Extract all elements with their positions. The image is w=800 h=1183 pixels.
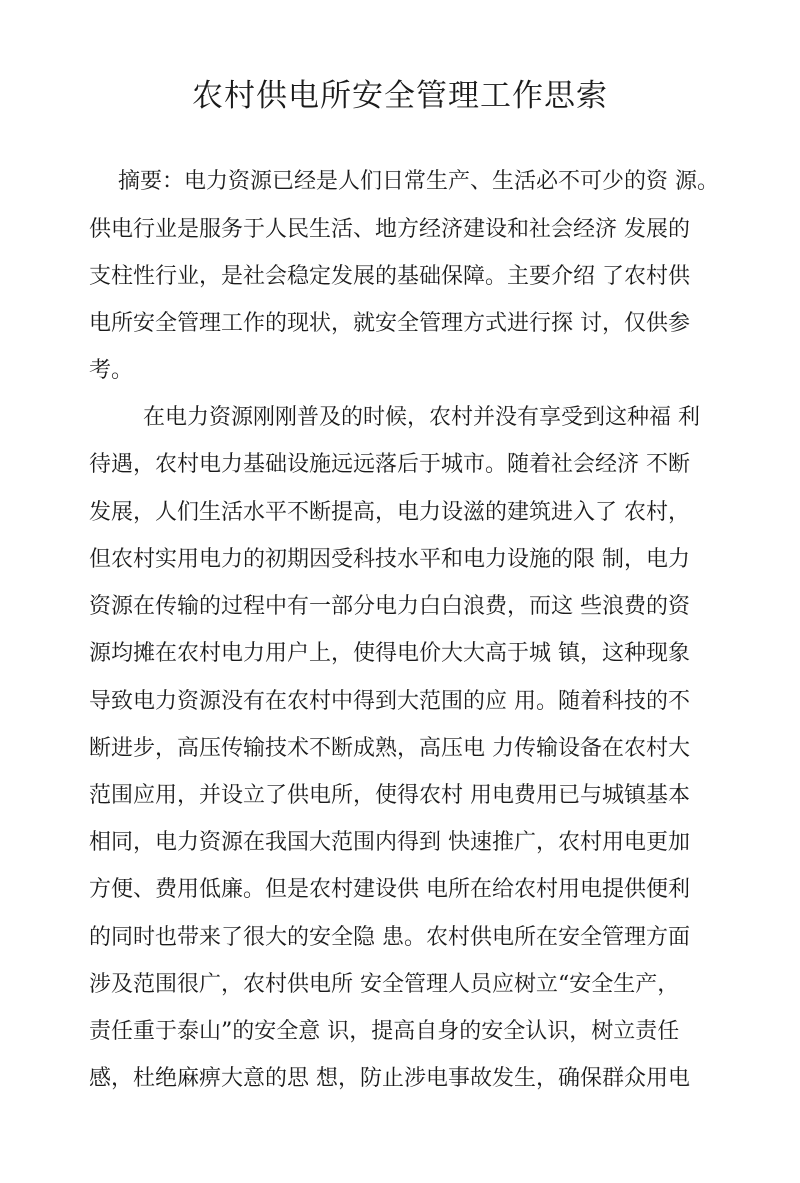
body-line-text: 源均摊在农村电力用户上，使得电价大大高于城 镇，这种现象 xyxy=(89,641,690,666)
body-line xyxy=(0,729,800,769)
body-line-text: 的同时也带来了很大的安全隐 患。农村供电所在安全管理方面 xyxy=(89,925,690,950)
document-title: 农村供电所安全管理工作思索 xyxy=(192,78,608,114)
body-line-text: 感，杜绝麻痹大意的思 想，防止涉电事故发生，确保群众用电 xyxy=(89,1066,690,1091)
body-line xyxy=(0,776,800,816)
abstract-line xyxy=(0,210,800,250)
body-line xyxy=(0,445,800,485)
body-line xyxy=(0,870,800,910)
body-line xyxy=(0,823,800,863)
body-line xyxy=(0,1012,800,1052)
abstract-line xyxy=(0,162,800,202)
abstract-line-text: 电所安全管理工作的现状，就安全管理方式进行探 讨，仅供参 xyxy=(89,311,690,336)
abstract-line xyxy=(0,257,800,297)
body-line-text: 在电力资源刚刚普及的时候，农村并没有享受到这种福 利 xyxy=(143,405,700,430)
body-line-text: 待遇，农村电力基础设施远远落后于城市。随着社会经济 不断 xyxy=(89,452,690,477)
body-line xyxy=(0,682,800,722)
body-line xyxy=(0,965,800,1005)
abstract-line-text: 考。 xyxy=(89,358,134,383)
body-line xyxy=(0,587,800,627)
body-line-text: 资源在传输的过程中有一部分电力白白浪费，而这 些浪费的资 xyxy=(89,594,690,619)
body-line-text: 断进步，高压传输技术不断成熟，高压电 力传输设备在农村大 xyxy=(89,736,690,761)
abstract-line-text: 供电行业是服务于人民生活、地方经济建设和社会经济 发展的 xyxy=(89,217,690,242)
body-line-text: 涉及范围很广，农村供电所 安全管理人员应树立“安全生产， xyxy=(89,972,680,997)
body-line xyxy=(0,634,800,674)
body-line-text: 导致电力资源没有在农村中得到大范围的应 用。随着科技的不 xyxy=(89,689,690,714)
body-line xyxy=(0,540,800,580)
body-line-text: 发展，人们生活水平不断提高，电力设滋的建筑进入了 农村， xyxy=(89,500,690,525)
body-line-text: 范围应用，并设立了供电所，使得农村 用电费用已与城镇基本 xyxy=(89,783,690,808)
abstract-line xyxy=(0,304,800,344)
body-line-text: 方便、费用低廉。但是农村建设供 电所在给农村用电提供便利 xyxy=(89,877,690,902)
body-line-text: 责任重于泰山”的安全意 识，提高自身的安全认识，树立责任 xyxy=(89,1019,680,1044)
abstract-line-text: 摘要：电力资源已经是人们日常生产、生活必不可少的资 源。 xyxy=(118,169,719,194)
body-line xyxy=(0,493,800,533)
body-line xyxy=(0,918,800,958)
abstract-line xyxy=(0,351,800,391)
body-line xyxy=(0,398,800,438)
body-line-text: 但农村实用电力的初期因受科技水平和电力设施的限 制，电力 xyxy=(89,547,690,572)
body-line-text: 相同，电力资源在我国大范围内得到 快速推广，农村用电更加 xyxy=(89,830,690,855)
body-line xyxy=(0,1059,800,1099)
abstract-line-text: 支柱性行业，是社会稳定发展的基础保障。主要介绍 了农村供 xyxy=(89,264,690,289)
